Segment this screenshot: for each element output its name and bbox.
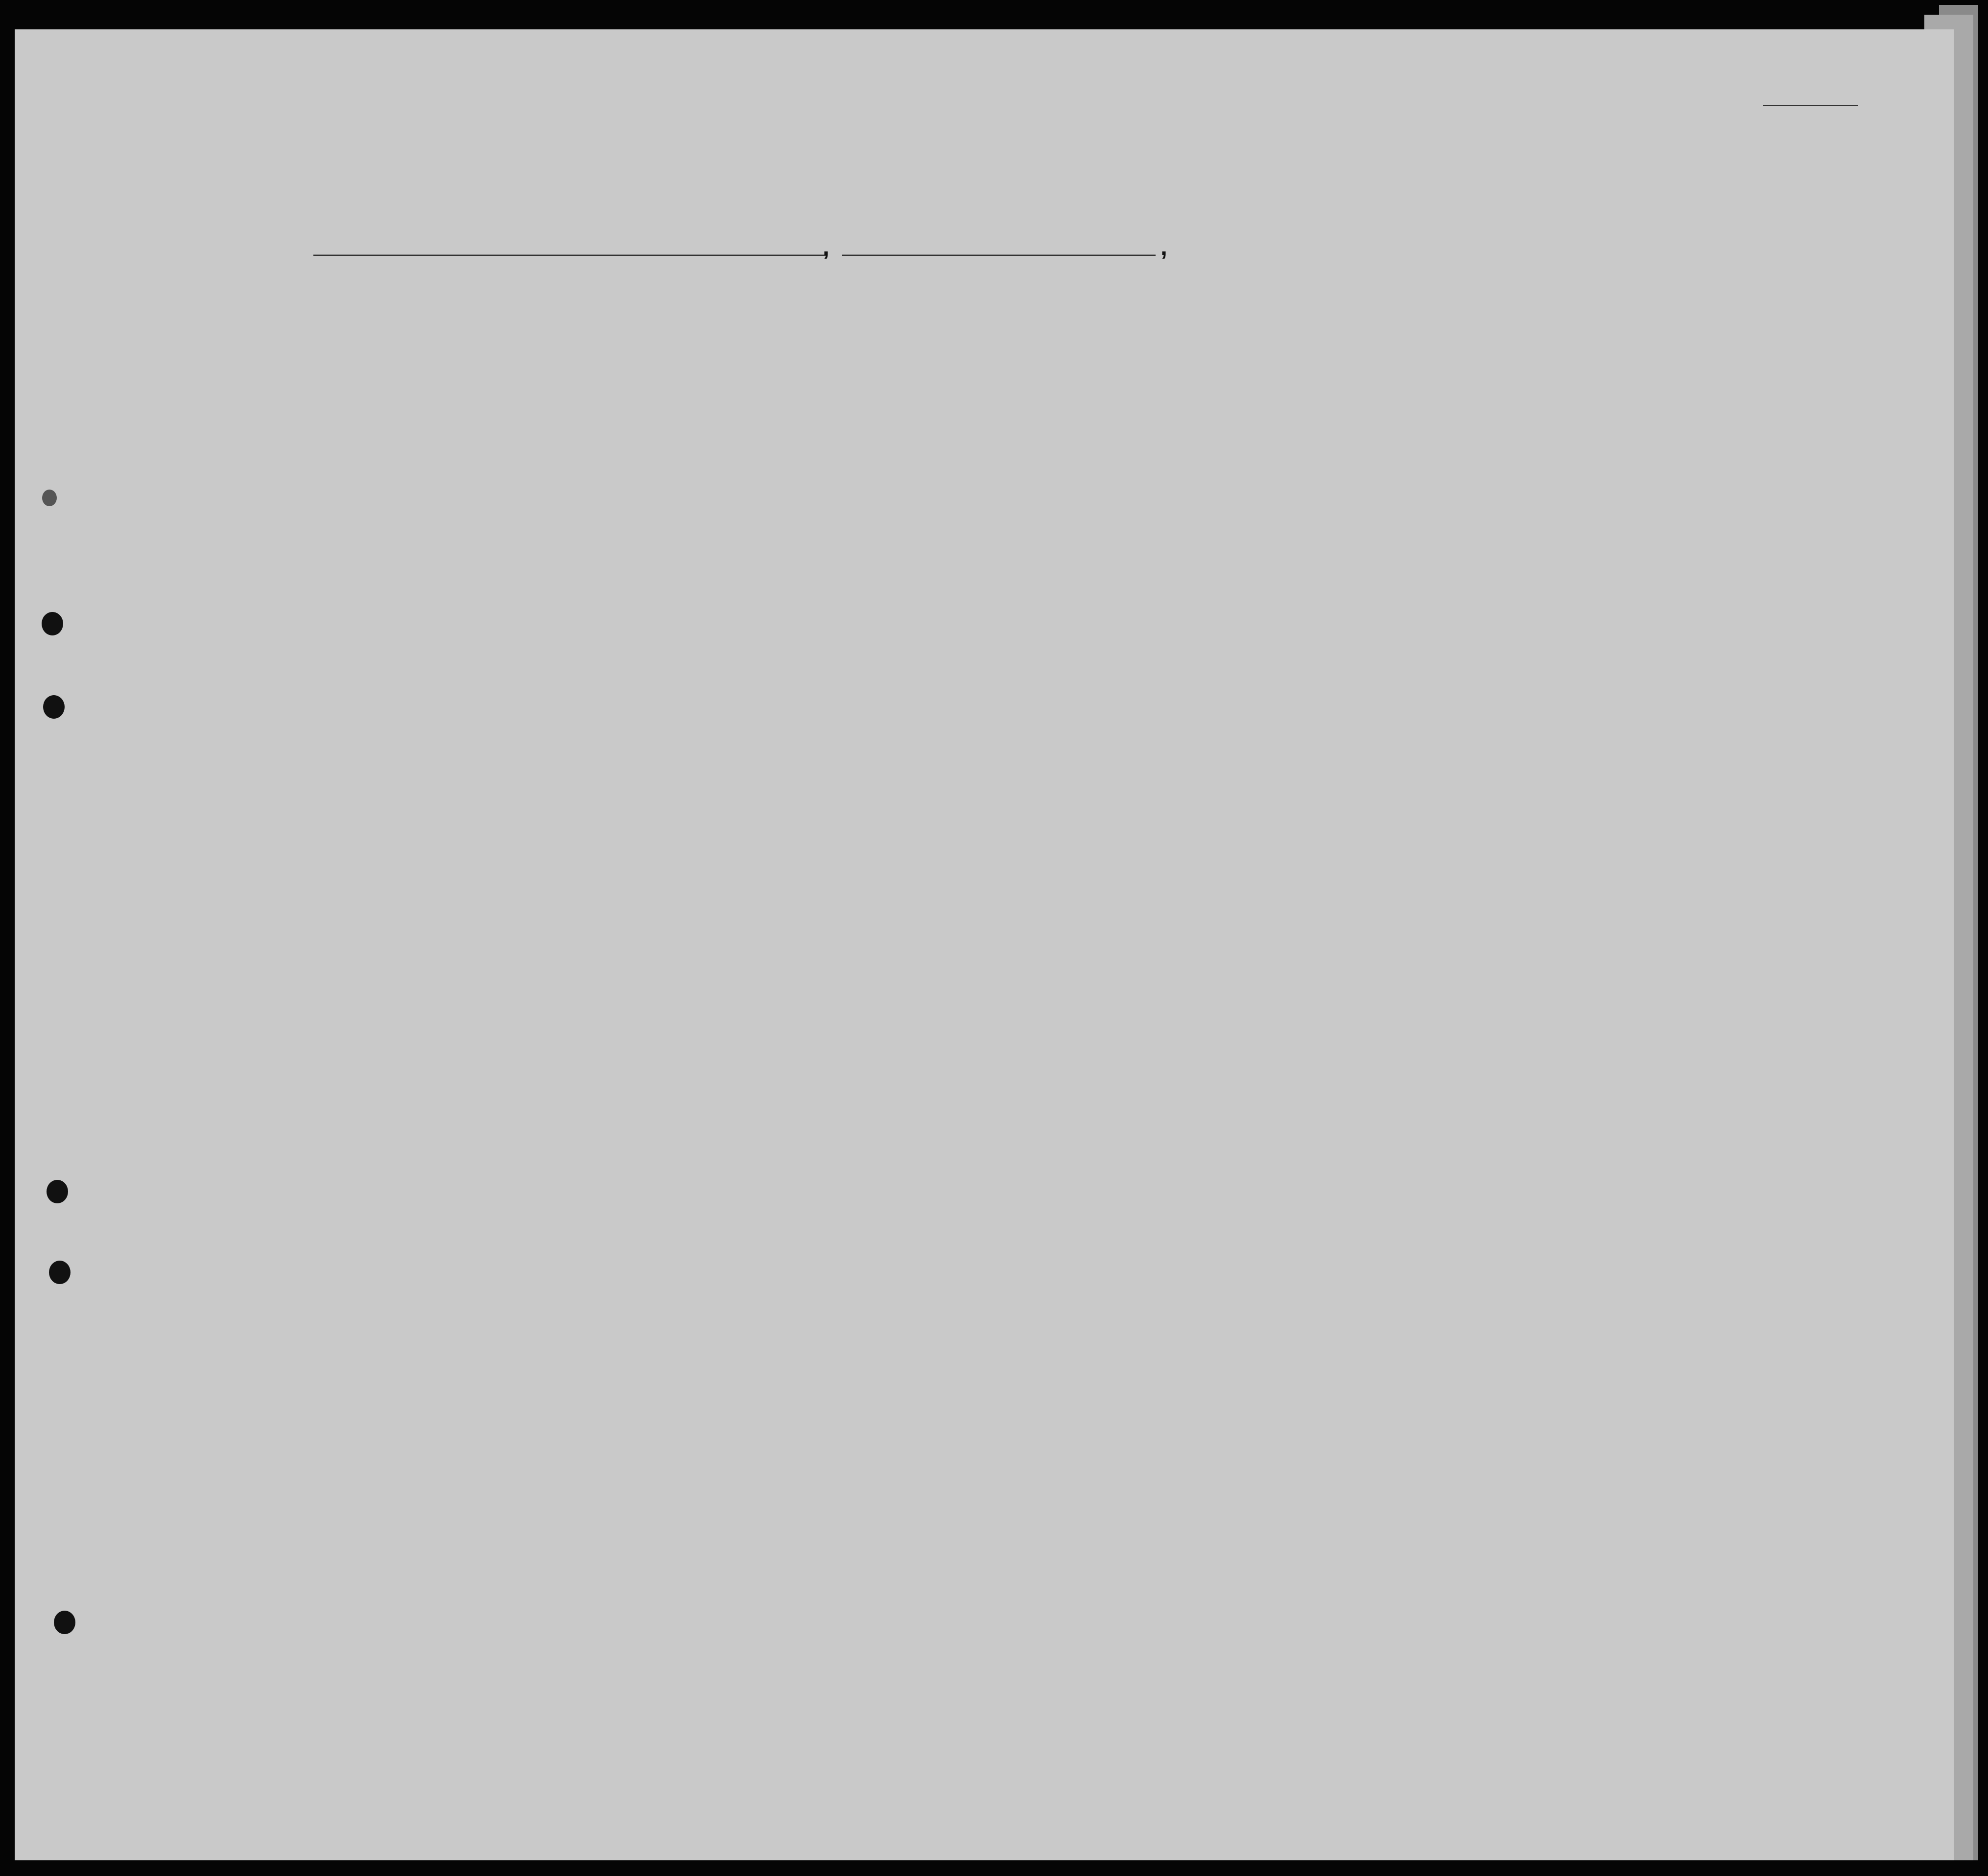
comma: , (823, 233, 829, 260)
comma: , (1160, 233, 1167, 260)
